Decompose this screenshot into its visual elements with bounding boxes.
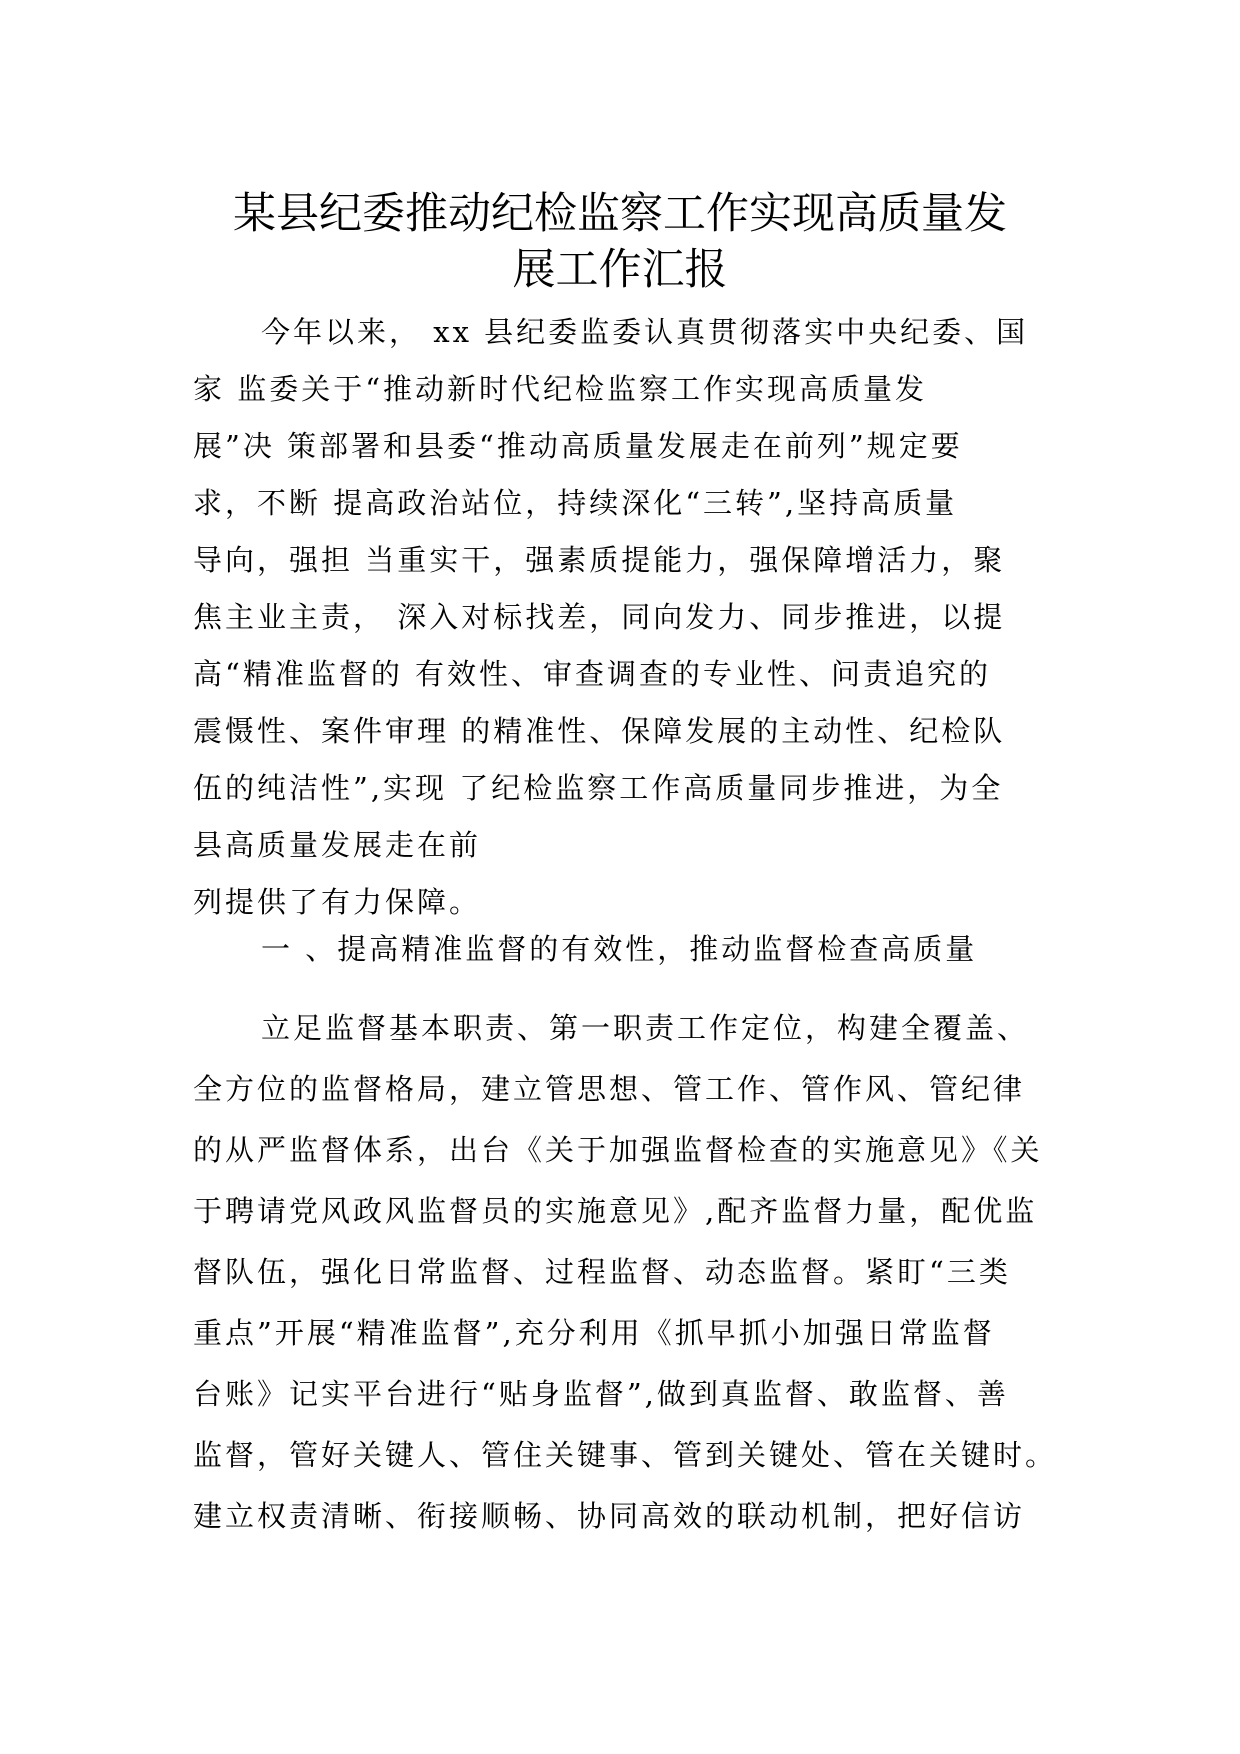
title-line: 某县纪委推动纪检监察工作实现高质量发 <box>233 189 1007 239</box>
paragraph-line: 家 监委关于“推动新时代纪检监察工作实现高质量发 <box>193 372 928 406</box>
paragraph-line: 的从严监督体系，出台《关于加强监督检查的实施意见》《关 <box>193 1133 1043 1167</box>
paragraph-line: 展”决 策部署和县委“推动高质量发展走在前列”规定要 <box>193 429 963 463</box>
section-heading <box>193 921 1053 978</box>
paragraph-line: 列提供了有力保障。 <box>193 885 482 919</box>
paragraph-line: 县高质量发展走在前 <box>193 828 482 862</box>
paragraph-line: 于聘请党风政风监督员的实施意见》,配齐监督力量，配优监 <box>193 1194 1038 1228</box>
paragraph-line: 全方位的监督格局，建立管思想、管工作、管作风、管纪律 <box>193 1072 1026 1106</box>
paragraph-line: 建立权责清晰、衔接顺畅、协同高效的联动机制，把好信访 <box>193 1499 1026 1533</box>
paragraph-line: 震慑性、案件审理 的精准性、保障发展的主动性、纪检队 <box>193 714 1006 748</box>
paragraph-line: 重点”开展“精准监督”,充分利用《抓早抓小加强日常监督 <box>193 1316 995 1350</box>
paragraph-line: 监督，管好关键人、管住关键事、管到关键处、管在关键时。 <box>193 1438 1058 1472</box>
title-line: 展工作汇报 <box>512 245 728 295</box>
paragraph-line: 求，不断 提高政治站位，持续深化“三转”,坚持高质量 <box>193 486 958 520</box>
paragraph-line: 今年以来， xx 县纪委监委认真贯彻落实中央纪委、国 <box>261 315 1029 349</box>
paragraph-line: 焦主业主责， 深入对标找差，同向发力、同步推进，以提 <box>193 600 1006 634</box>
paragraph-line: 台账》记实平台进行“贴身监督”,做到真监督、敢监督、善 <box>193 1377 1009 1411</box>
paragraph-line: 立足监督基本职责、第一职责工作定位，构建全覆盖、 <box>261 1011 1030 1045</box>
intro-paragraph <box>193 304 1053 931</box>
section-heading-text: 一 、提高精准监督的有效性，推动监督检查高质量 <box>261 932 978 966</box>
paragraph-line: 督队伍，强化日常监督、过程监督、动态监督。紧盯“三类 <box>193 1255 1011 1289</box>
paragraph-line: 高“精准监督的 有效性、审查调查的专业性、问责追究的 <box>193 657 992 691</box>
paragraph-line: 伍的纯洁性”,实现 了纪检监察工作高质量同步推进，为全 <box>193 771 1004 805</box>
paragraph-line: 导向，强担 当重实干，强素质提能力，强保障增活力，聚 <box>193 543 1006 577</box>
section-paragraph <box>193 998 1058 1547</box>
document-title <box>150 186 1090 298</box>
